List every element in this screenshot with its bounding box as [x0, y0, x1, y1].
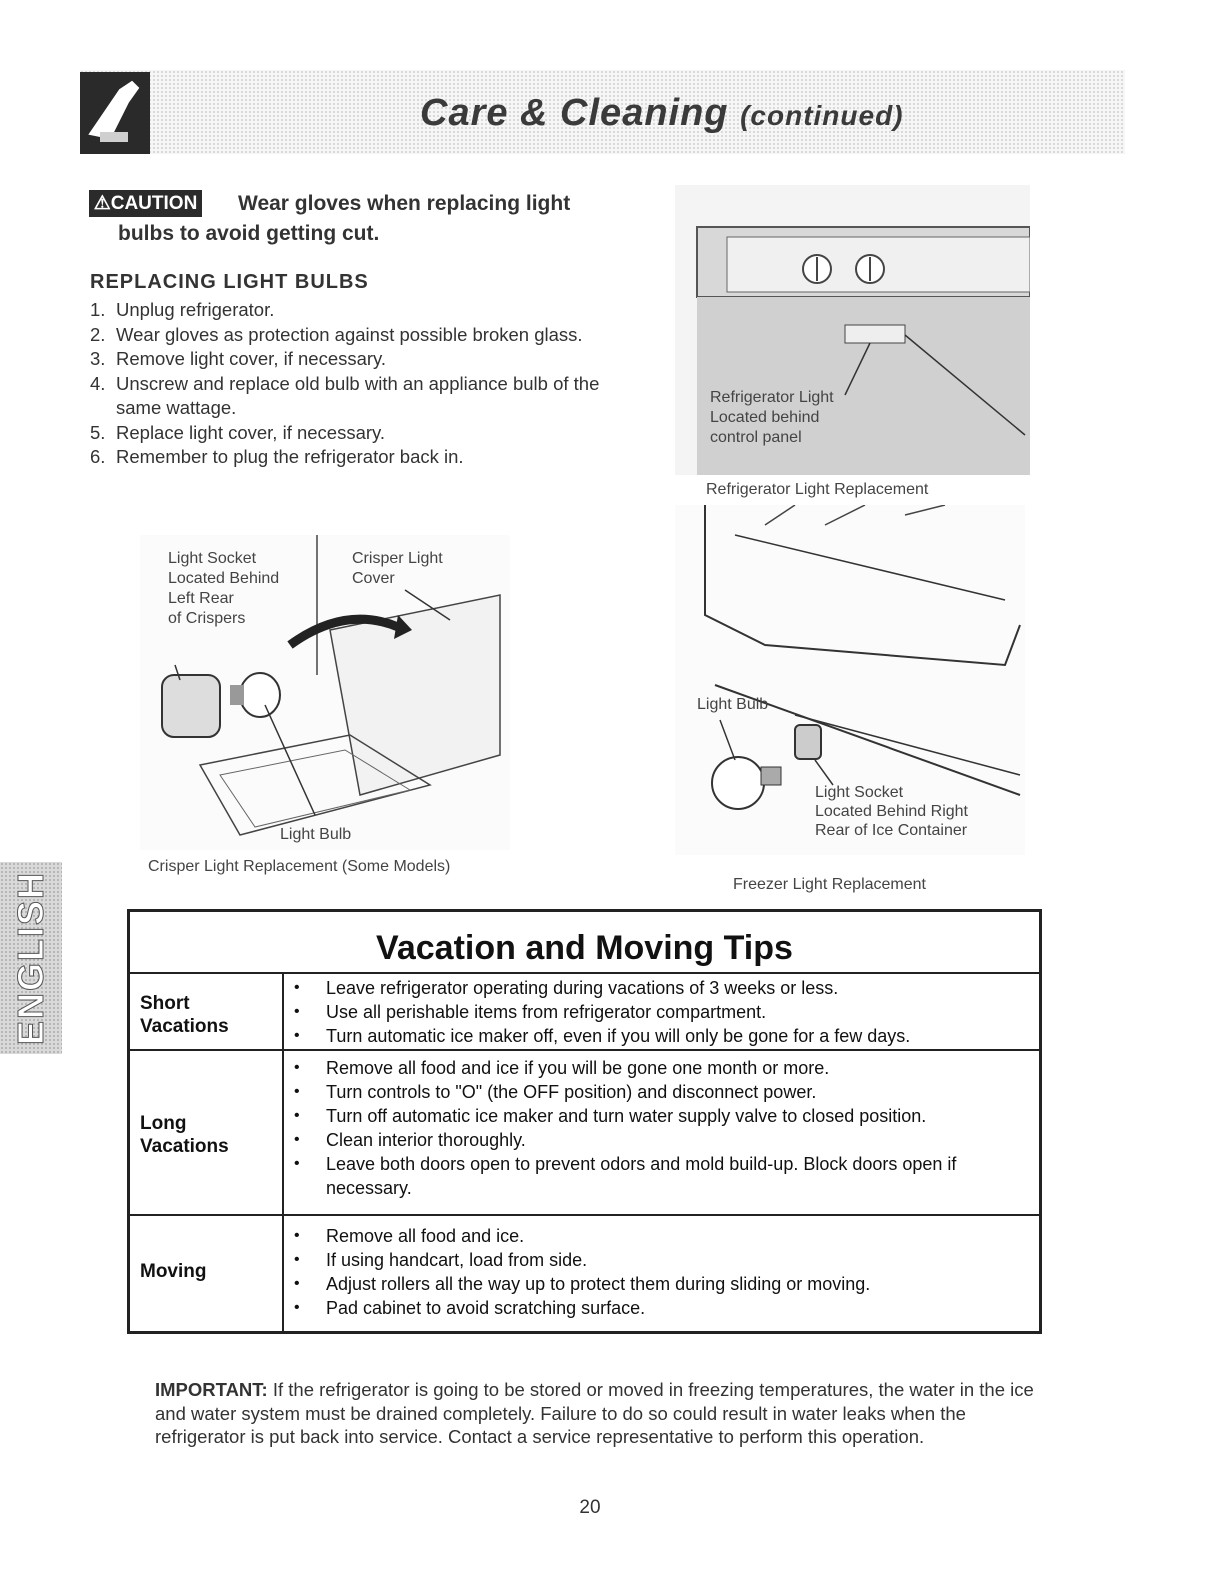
refrigerator-light-callout: Refrigerator Light Located behind control panel [710, 389, 834, 446]
list-item: • Adjust rollers all the way up to protect them during sliding or moving. [290, 1272, 1025, 1296]
crisper-cover-callout: Crisper Light Cover [352, 550, 443, 587]
step-item: 1. Unplug refrigerator. [90, 299, 275, 320]
list-item: • Turn controls to "O" (the OFF position) and disconnect power. [290, 1080, 1025, 1104]
list-item: • If using handcart, load from side. [290, 1248, 1025, 1272]
row-label: Long Vacations [140, 1113, 229, 1157]
list-item: • Use all perishable items from refrigerator compartment. [290, 1000, 1025, 1024]
table-row [130, 1216, 1039, 1334]
row-divider [282, 974, 284, 1049]
title-subtitle: (continued) [740, 100, 904, 131]
list-item: • Turn off automatic ice maker and turn water supply valve to closed position. [290, 1104, 1025, 1128]
caution-badge: ⚠CAUTION [89, 190, 202, 217]
language-label: ENGLISH [10, 870, 51, 1046]
freezer-socket-callout: Light Socket Located Behind Right Rear of Ice Container [815, 784, 968, 839]
caution-text-line2: bulbs to avoid getting cut. [118, 222, 380, 245]
row-items [290, 976, 1025, 1048]
freezer-bulb-callout: Light Bulb [697, 696, 769, 713]
language-side-tab [0, 862, 62, 1054]
list-item: • Leave refrigerator operating during vacations of 3 weeks or less. [290, 976, 1025, 1000]
list-item: • Turn automatic ice maker off, even if you will only be gone for a few days. [290, 1024, 1025, 1048]
crisper-light-figure [140, 535, 510, 850]
important-text: If the refrigerator is going to be stored or moved in freezing temperatures, the water in the ice and water system must be drained completely. Failure to do so could result in water leaks when the refrigerator is put back into service. Contact a service representative to perform this operation. [155, 1379, 1034, 1447]
list-item: • Remove all food and ice. [290, 1224, 1025, 1248]
row-label: Short Vacations [140, 993, 229, 1037]
cleaning-hand-icon [80, 72, 150, 154]
refrigerator-light-figure [675, 185, 1030, 475]
important-label: IMPORTANT: [155, 1379, 268, 1400]
list-item: • Pad cabinet to avoid scratching surface. [290, 1296, 1025, 1320]
step-item: 4. Unscrew and replace old bulb with an appliance bulb of the same wattage. [90, 372, 600, 418]
row-label: Moving [140, 1261, 207, 1282]
title-main: Care & Cleaning [420, 92, 729, 134]
page-number: 20 [579, 1497, 601, 1518]
crisper-figure-caption: Crisper Light Replacement (Some Models) [148, 858, 451, 875]
row-divider [282, 1051, 284, 1214]
row-items [290, 1224, 1025, 1320]
freezer-light-figure [675, 505, 1025, 855]
list-item: • Remove all food and ice if you will be gone one month or more. [290, 1056, 1025, 1080]
row-divider [282, 1216, 284, 1334]
step-item: 2. Wear gloves as protection against possible broken glass. [90, 323, 583, 345]
important-note [155, 1378, 1055, 1449]
refrigerator-figure-caption: Refrigerator Light Replacement [706, 481, 929, 498]
crisper-bulb-callout: Light Bulb [280, 826, 352, 843]
table-title: Vacation and Moving Tips [130, 912, 1039, 974]
list-item: • Leave both doors open to prevent odors and mold build-up. Block doors open if necessary. [290, 1152, 1025, 1200]
step-item: 6. Remember to plug the refrigerator back in. [90, 446, 464, 467]
vacation-tips-table [127, 909, 1042, 1334]
row-items [290, 1056, 1025, 1200]
list-item: • Clean interior thoroughly. [290, 1128, 1025, 1152]
step-item: 5. Replace light cover, if necessary. [90, 421, 386, 443]
table-row [130, 1051, 1039, 1216]
step-item: 3. Remove light cover, if necessary. [90, 348, 387, 369]
page-title [420, 92, 904, 135]
table-row [130, 974, 1039, 1051]
crisper-socket-callout: Light Socket Located Behind Left Rear of Crispers [168, 550, 280, 627]
caution-text-line1: Wear gloves when replacing light [238, 192, 571, 215]
steps-list [90, 298, 610, 470]
freezer-figure-caption: Freezer Light Replacement [733, 876, 926, 893]
section-heading: REPLACING LIGHT BULBS [90, 271, 369, 293]
